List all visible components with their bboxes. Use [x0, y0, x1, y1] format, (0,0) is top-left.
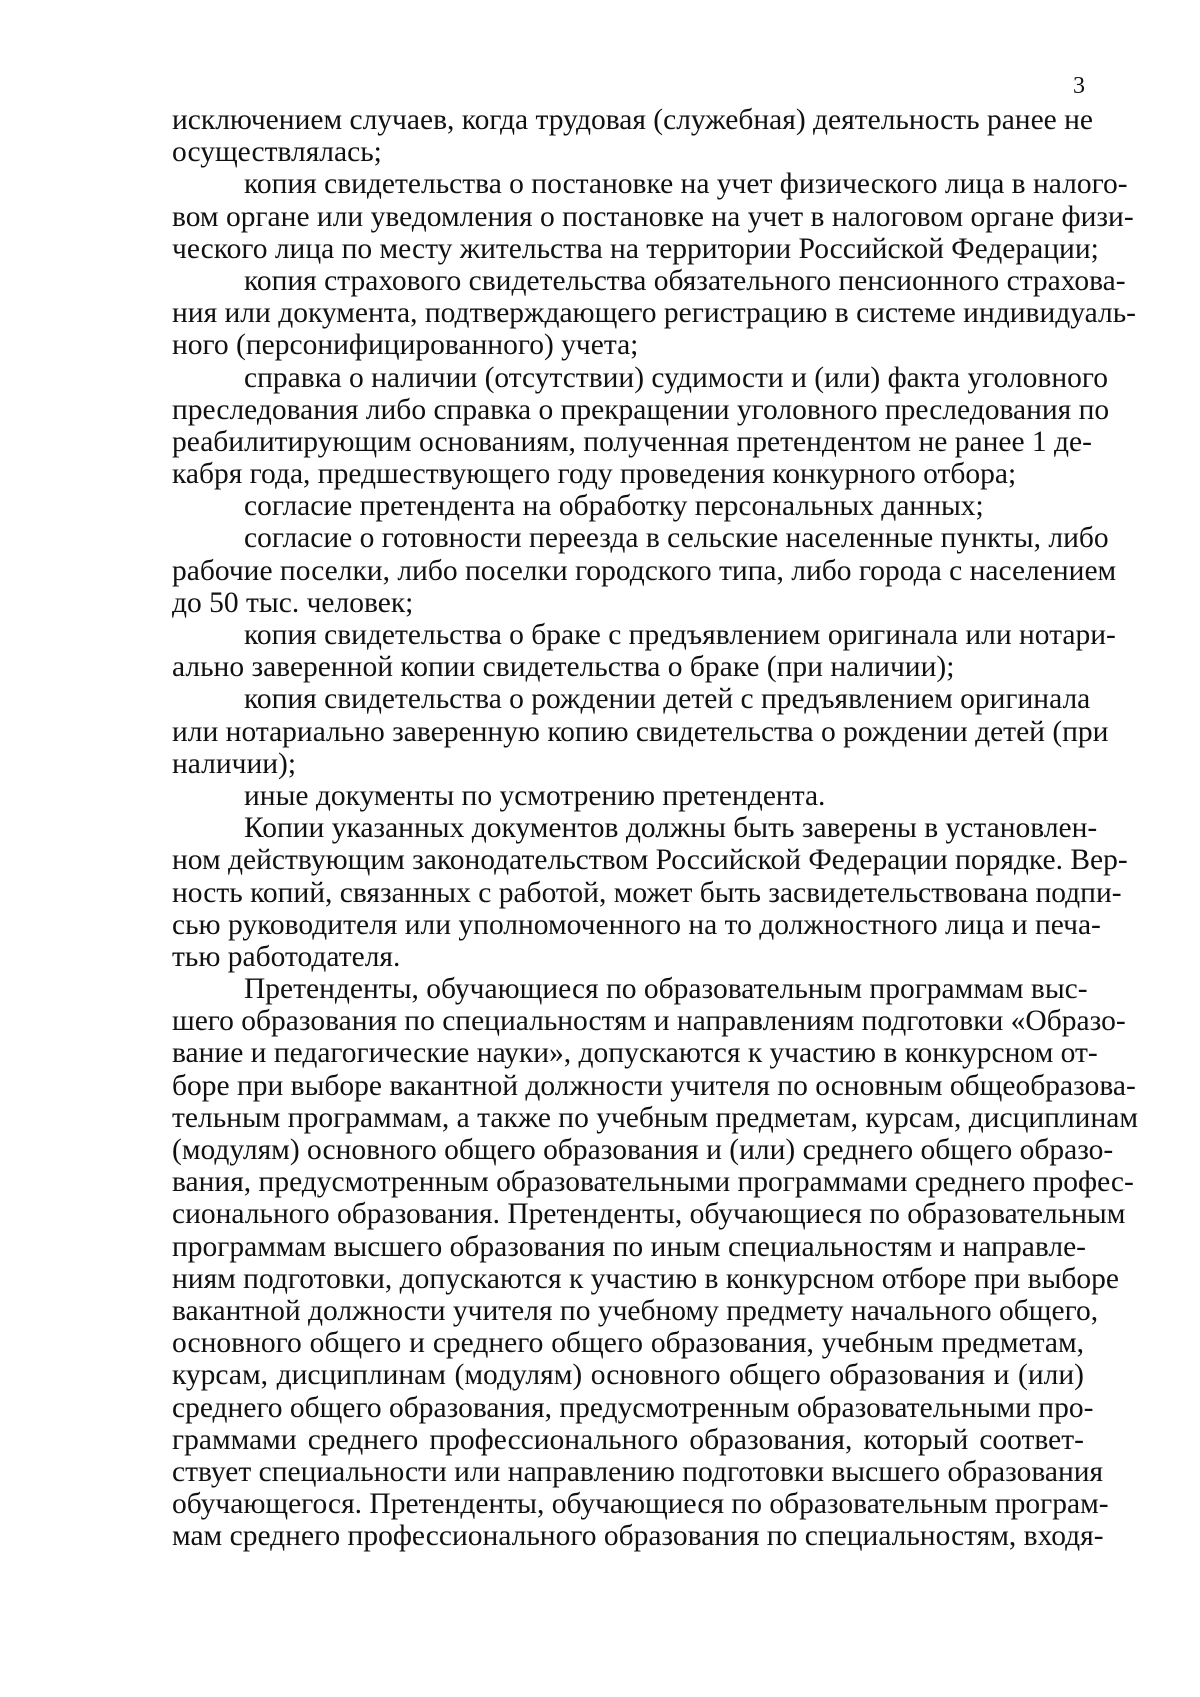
text-line: ниям подготовки, допускаются к участию в конкурсном отборе при выборе: [172, 1262, 1120, 1295]
text-line: тью работодателя.: [172, 940, 401, 973]
text-line: наличии);: [172, 747, 297, 780]
text-line: согласие претендента на обработку персональных данных;: [244, 490, 984, 523]
text-line: обучающегося. Претенденты, обучающиеся по образовательным програм-: [172, 1488, 1109, 1521]
text-line: ческого лица по месту жительства на территории Российской Федерации;: [172, 232, 1099, 265]
text-line: ально заверенной копии свидетельства о браке (при наличии);: [172, 651, 955, 684]
text-line: копия страхового свидетельства обязательного пенсионного страхова-: [244, 264, 1126, 297]
text-line: до 50 тыс. человек;: [172, 586, 414, 619]
text-line: вом органе или уведомления о постановке на учет в налоговом органе физи-: [172, 200, 1134, 233]
text-line: согласие о готовности переезда в сельские населенные пункты, либо: [244, 522, 1109, 555]
text-line: реабилитирующим основаниям, полученная претендентом не ранее 1 де-: [172, 425, 1092, 458]
text-line: сью руководителя или уполномоченного на то должностного лица и печа-: [172, 908, 1101, 941]
text-line: граммами среднего профессионального образования, который соответ-: [172, 1423, 1084, 1456]
document-body: [172, 104, 1139, 1553]
text-line: вакантной должности учителя по учебному предмету начального общего,: [172, 1294, 1099, 1327]
text-line: сионального образования. Претенденты, обучающиеся по образовательным: [172, 1198, 1126, 1231]
text-line: мам среднего профессионального образования по специальностям, входя-: [172, 1520, 1104, 1553]
text-line: ном действующим законодательством Российской Федерации порядке. Вер-: [172, 844, 1128, 877]
text-line: или нотариально заверенную копию свидетельства о рождении детей (при: [172, 715, 1109, 748]
text-line: боре при выборе вакантной должности учителя по основным общеобразова-: [172, 1069, 1136, 1102]
text-line: ствует специальности или направлению подготовки высшего образования: [172, 1455, 1104, 1488]
text-line: основного общего и среднего общего образования, учебным предметам,: [172, 1327, 1084, 1360]
text-line: вания, предусмотренным образовательными программами среднего профес-: [172, 1166, 1134, 1199]
text-line: исключением случаев, когда трудовая (служебная) деятельность ранее не: [172, 104, 1094, 136]
text-line: Претенденты, обучающиеся по образовательным программам выс-: [244, 973, 1088, 1006]
text-line: ния или документа, подтверждающего регистрацию в системе индивидуаль-: [172, 297, 1136, 330]
text-line: рабочие поселки, либо поселки городского типа, либо города с населением: [172, 554, 1117, 587]
text-line: программам высшего образования по иным специальностям и направле-: [172, 1230, 1086, 1263]
text-line: иные документы по усмотрению претендента.: [244, 779, 826, 812]
text-line: (модулям) основного общего образования и (или) среднего общего образо-: [172, 1134, 1114, 1166]
text-line: ность копий, связанных с работой, может быть засвидетельствована подпи-: [172, 876, 1122, 909]
text-line: справка о наличии (отсутствии) судимости и (или) факта уголовного: [244, 361, 1108, 394]
text-line: осуществлялась;: [172, 136, 382, 169]
text-line: копия свидетельства о браке с предъявлением оригинала или нотари-: [244, 619, 1116, 651]
text-line: копия свидетельства о постановке на учет физического лица в налого-: [244, 168, 1128, 201]
text-line: ного (персонифицированного) учета;: [172, 329, 639, 362]
text-line: курсам, дисциплинам (модулям) основного общего образования и (или): [172, 1359, 1084, 1392]
text-line: копия свидетельства о рождении детей с предъявлением оригинала: [244, 683, 1091, 716]
text-line: среднего общего образования, предусмотренным образовательными про-: [172, 1391, 1094, 1424]
text-line: шего образования по специальностям и направлениям подготовки «Образо-: [172, 1005, 1126, 1038]
page-number: 3: [1073, 73, 1085, 99]
text-line: вание и педагогические науки», допускаются к участию в конкурсном от-: [172, 1037, 1098, 1070]
text-line: кабря года, предшествующего году проведения конкурного отбора;: [172, 458, 1017, 491]
text-line: преследования либо справка о прекращении уголовного преследования по: [172, 393, 1110, 426]
text-line: Копии указанных документов должны быть заверены в установлен-: [244, 812, 1098, 845]
text-line: тельным программам, а также по учебным предметам, курсам, дисциплинам: [172, 1101, 1139, 1134]
